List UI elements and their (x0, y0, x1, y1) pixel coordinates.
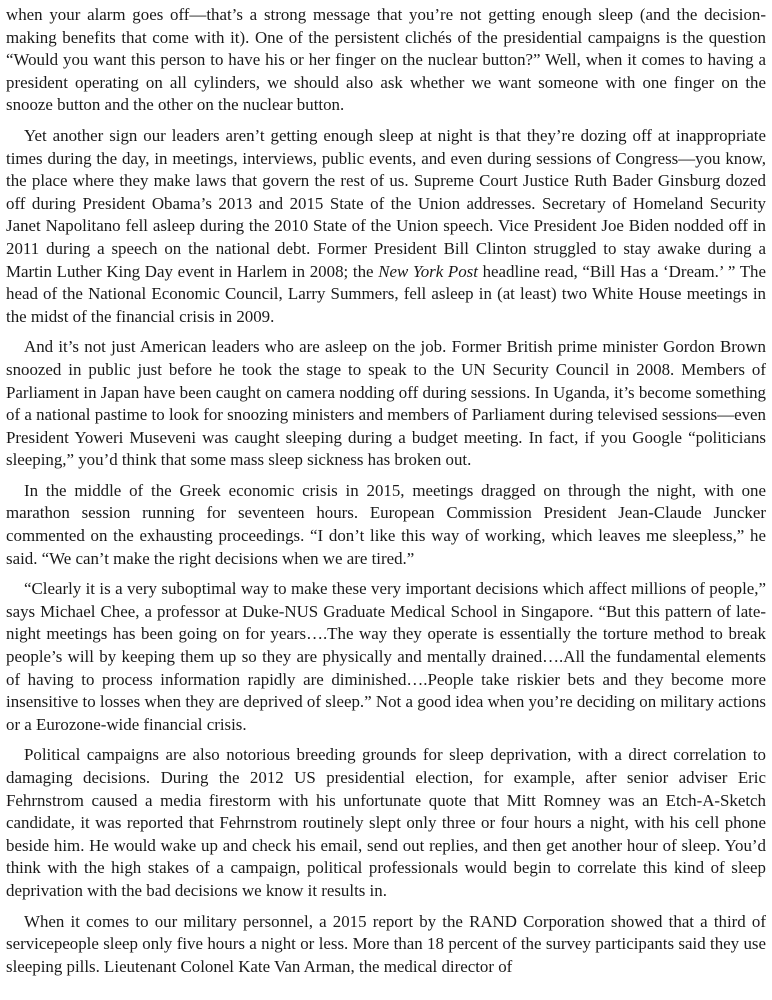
paragraph-text: In the middle of the Greek economic crisis in 2015, meetings dragged on through the night, with one marathon session running for seventeen hours. European Commission President Jean-Claude Juncker commented on the exhausting proceedings. “I don’t like this way of working, which leaves me sleepless,” he said. “We can’t make the right decisions when we are tired.” (6, 480, 766, 568)
body-paragraph (6, 4, 766, 117)
body-paragraph (6, 336, 766, 472)
paragraph-text: headline read, “Bill Has a ‘Dream.’ ” The head of the National Economic Council, Larry Summers, fell asleep in (at least) two White House meetings in the midst of the financial crisis in 2009. (6, 261, 766, 326)
body-paragraph (6, 911, 766, 979)
paragraph-text: And it’s not just American leaders who are asleep on the job. Former British prime minister Gordon Brown snoozed in public just before he took the stage to speak to the UN Security Council in 2008. Members of Parliament in Japan have been caught on camera nodding off during sessions. In Uganda, it’s become something of a national pastime to look for snoozing ministers and members of Parliament during televised sessions—even President Yoweri Museveni was caught sleeping during a budget meeting. In fact, if you Google “politicians sleeping,” you’d think that some mass sleep sickness has broken out. (6, 337, 766, 470)
paragraph-text: Yet another sign our leaders aren’t getting enough sleep at night is that they’re dozing off at inappropriate times during the day, in meetings, interviews, public events, and even during sessions of Congress—you know, the place where they make laws that govern the rest of us. Supreme Court Justice Ruth Bader Ginsburg dozed off during President Obama’s 2013 and 2015 State of the Union addresses. Secretary of Homeland Security Janet Napolitano fell asleep during the 2010 State of the Union speech. Vice President Joe Biden nodded off in 2011 during a speech on the national debt. Former President Bill Clinton struggled to stay awake during a Martin Luther King Day event in Harlem in 2008; the (6, 125, 766, 281)
body-paragraph (6, 480, 766, 570)
paragraph-text: Political campaigns are also notorious breeding grounds for sleep deprivation, with a direct correlation to damaging decisions. During the 2012 US presidential election, for example, after senior adviser Eric Fehrnstrom caused a media firestorm with his unfortunate quote that Mitt Romney was an Etch-A-Sketch candidate, it was reported that Fehrnstrom routinely slept only three or four hours a night, with his cell phone beside him. He would wake up and check his email, send out replies, and then get another hour of sleep. You’d think with the high stakes of a campaign, political professionals would begin to correlate this kind of sleep deprivation with the bad decisions we know it results in. (6, 745, 766, 900)
body-paragraph (6, 744, 766, 902)
body-paragraph (6, 578, 766, 736)
paragraph-text: When it comes to our military personnel, a 2015 report by the RAND Corporation showed that a third of servicepeople sleep only five hours a night or less. More than 18 percent of the survey participants said they use sleeping pills. Lieutenant Colonel Kate Van Arman, the medical director of (6, 911, 766, 976)
paragraph-text: when your alarm goes off—that’s a strong message that you’re not getting enough sleep (and the decision-making benefits that come with it). One of the persistent clichés of the presidential campaigns is the question “Would you want this person to have his or her finger on the nuclear button?” Well, when it comes to having a president operating on all cylinders, we should also ask whether we want someone with one finger on the snooze button and the other on the nuclear button. (6, 5, 766, 115)
document-page (6, 4, 766, 986)
italic-title-text: New York Post (378, 261, 478, 281)
paragraph-text: “Clearly it is a very suboptimal way to make these very important decisions which affect millions of people,” says Michael Chee, a professor at Duke-NUS Graduate Medical School in Singapore. “But this pattern of late-night meetings has been going on for years….The way they operate is essentially the torture method to break people’s will by keeping them up so they are physically and mentally drained….All the fundamental elements of having to process information rapidly are diminished….People take riskier bets and they become more insensitive to losses when they are deprived of sleep.” Not a good idea when you’re deciding on military actions or a Eurozone-wide financial crisis. (6, 579, 766, 734)
body-paragraph (6, 125, 766, 328)
